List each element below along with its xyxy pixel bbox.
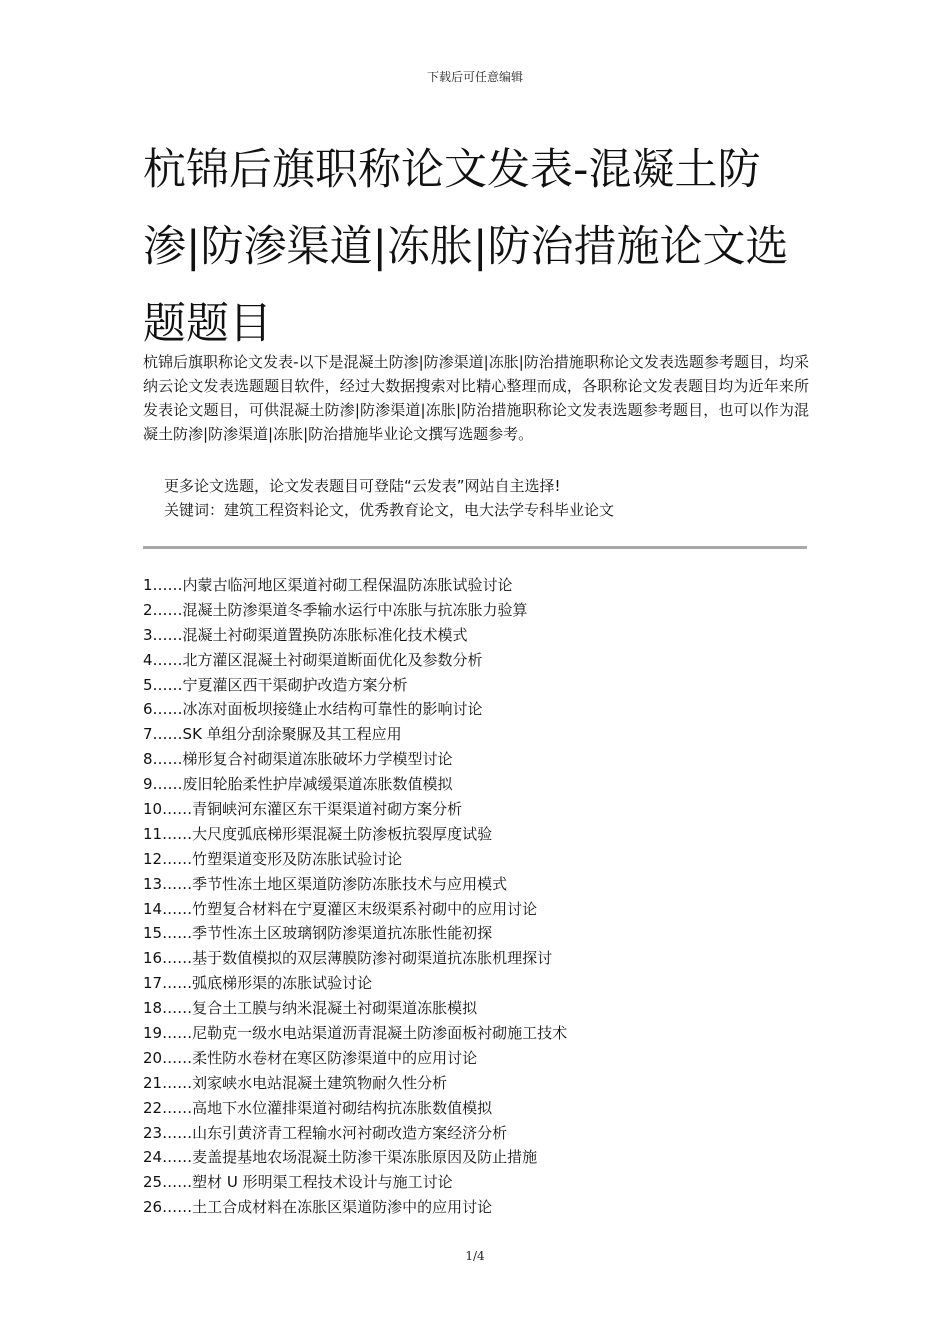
topic-item: 5……宁夏灌区西干渠砌护改造方案分析 xyxy=(143,675,408,694)
page-number: 1/4 xyxy=(465,1249,485,1263)
topic-item: 20……柔性防水卷材在寒区防渗渠道中的应用讨论 xyxy=(143,1048,478,1067)
topic-item: 8……梯形复合衬砌渠道冻胀破坏力学模型讨论 xyxy=(143,750,453,769)
topic-item: 25……塑材 U 形明渠工程技术设计与施工讨论 xyxy=(143,1173,453,1192)
topic-item: 9……废旧轮胎柔性护岸减缓渠道冻胀数值模拟 xyxy=(143,775,453,794)
topic-item: 4……北方灌区混凝土衬砌渠道断面优化及参数分析 xyxy=(143,650,483,669)
topic-item: 22……高地下水位灌排渠道衬砌结构抗冻胀数值模拟 xyxy=(143,1098,493,1117)
topic-item: 2……混凝土防渗渠道冬季输水运行中冻胀与抗冻胀力验算 xyxy=(143,600,528,619)
more-topics-note: 更多论文选题，论文发表题目可登陆“云发表”网站自主选择! xyxy=(164,477,561,495)
document-title: 杭锦后旗职称论文发表-混凝土防渗|防渗渠道|冻胀|防治措施论文选题题目 xyxy=(143,145,789,349)
topic-item: 7……SK 单组分刮涂聚脲及其工程应用 xyxy=(143,725,402,744)
topic-item: 24……麦盖提基地农场混凝土防渗干渠冻胀原因及防止措施 xyxy=(143,1148,538,1167)
intro-paragraph: 杭锦后旗职称论文发表-以下是混凝土防渗|防渗渠道|冻胀|防治措施职称论文发表选题参考题目，均采纳云论文发表选题题目软件，经过大数据搜索对比精心整理而成，各职称论文发表题目均为近年来所发表论文题目，可供混凝土防渗|防渗渠道|冻胀|防治措施职称论文发表选题参考题目，也可以作为混凝土防渗|防渗渠道|冻胀|防治措施毕业论文撰写选题参考。 xyxy=(143,353,809,443)
topic-item: 3……混凝土衬砌渠道置换防冻胀标准化技术模式 xyxy=(143,625,468,644)
topic-item: 11……大尺度弧底梯形渠混凝土防渗板抗裂厚度试验 xyxy=(143,824,493,843)
topic-item: 23……山东引黄济青工程输水河衬砌改造方案经济分析 xyxy=(143,1123,508,1142)
topic-item: 10……青铜峡河东灌区东干渠渠道衬砌方案分析 xyxy=(143,800,463,819)
topic-item: 13……季节性冻土地区渠道防渗防冻胀技术与应用模式 xyxy=(143,874,508,893)
topic-item: 1……内蒙古临河地区渠道衬砌工程保温防冻胀试验讨论 xyxy=(143,576,513,594)
topic-item: 16……基于数值模拟的双层薄膜防渗衬砌渠道抗冻胀机理探讨 xyxy=(143,949,553,968)
section-divider xyxy=(143,546,807,549)
topic-item: 18……复合土工膜与纳米混凝土衬砌渠道冻胀模拟 xyxy=(143,999,478,1018)
header-note: 下载后可任意编辑 xyxy=(426,70,523,84)
topic-item: 15……季节性冻土区玻璃钢防渗渠道抗冻胀性能初探 xyxy=(143,924,493,943)
topic-item: 26……土工合成材料在冻胀区渠道防渗中的应用讨论 xyxy=(143,1198,493,1217)
topic-item: 14……竹塑复合材料在宁夏灌区末级渠系衬砌中的应用讨论 xyxy=(143,899,538,918)
topic-item: 17……弧底梯形渠的冻胀试验讨论 xyxy=(143,974,373,993)
keywords-line: 关键词：建筑工程资料论文，优秀教育论文，电大法学专科毕业论文 xyxy=(164,501,615,519)
topic-item: 21……刘家峡水电站混凝土建筑物耐久性分析 xyxy=(143,1073,448,1092)
topic-item: 19……尼勒克一级水电站渠道沥青混凝土防渗面板衬砌施工技术 xyxy=(143,1024,568,1043)
topic-item: 12……竹塑渠道变形及防冻胀试验讨论 xyxy=(143,849,403,868)
topic-item: 6……冰冻对面板坝接缝止水结构可靠性的影响讨论 xyxy=(143,700,483,719)
topic-list xyxy=(143,573,813,1220)
